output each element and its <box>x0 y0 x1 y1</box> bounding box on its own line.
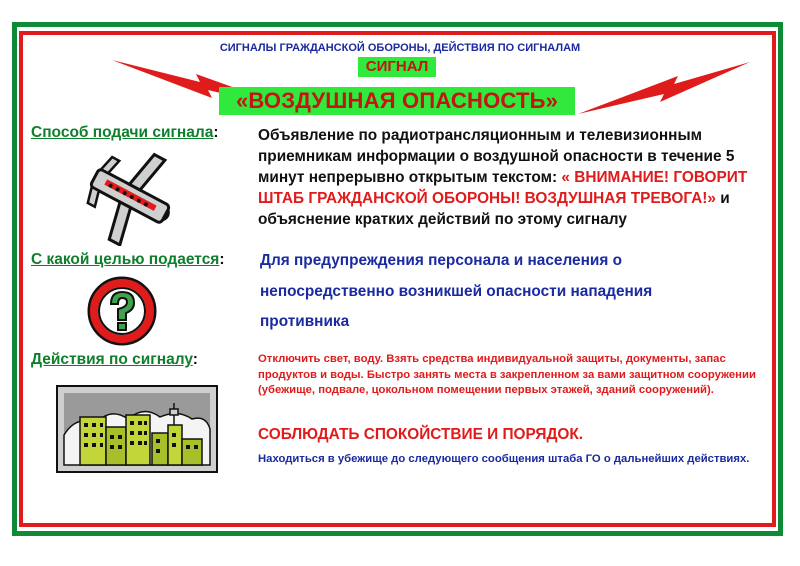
page-title: СИГНАЛЫ ГРАЖДАНСКОЙ ОБОРОНЫ, ДЕЙСТВИЯ ПО СИГНАЛАМ <box>219 42 581 54</box>
calm-order-text: СОБЛЮДАТЬ СПОКОЙСТВИЕ И ПОРЯДОК. <box>258 426 584 443</box>
city-skyline-icon <box>56 385 218 473</box>
question-sign-icon <box>84 274 160 348</box>
method-text: Объявление по радиотрансляционным и телевизионным приемникам информации о воздушной опасности в течение 5 минут непрерывно открытым текстом: « ВНИМАНИЕ! ГОВОРИТ ШТАБ ГРАЖДАНСКОЙ ОБОРОНЫ! ВОЗДУШНАЯ ТРЕВОГА!» и объяснение кратких действий по этому сигналу <box>258 127 748 228</box>
section-label-method: Способ подачи сигнала: <box>31 124 219 141</box>
signal-label: СИГНАЛ <box>358 57 436 77</box>
purpose-line-2: непосредственно возникшей опасности нападения <box>260 283 653 300</box>
airplane-icon <box>84 146 176 246</box>
shelter-text: Находиться в убежище до следующего сообщения штаба ГО о дальнейших действиях. <box>258 453 750 465</box>
lightning-bolt-right-icon <box>578 52 752 118</box>
purpose-line-3: противника <box>260 313 350 330</box>
actions-text: Отключить свет, воду. Взять средства индивидуальной защиты, документы, запас продуктов и воды. Быстро занять места в закрепленном за вами защитном сооружении (убежище, подвале, цокольном помещении первых этажей, зданий сооружений). <box>258 353 756 396</box>
purpose-line-1: Для предупреждения персонала и населения о <box>260 252 623 269</box>
section-label-actions: Действия по сигналу: <box>31 351 198 368</box>
alert-title: «ВОЗДУШНАЯ ОПАСНОСТЬ» <box>219 87 575 115</box>
section-label-purpose: С какой целью подается: <box>31 251 225 268</box>
